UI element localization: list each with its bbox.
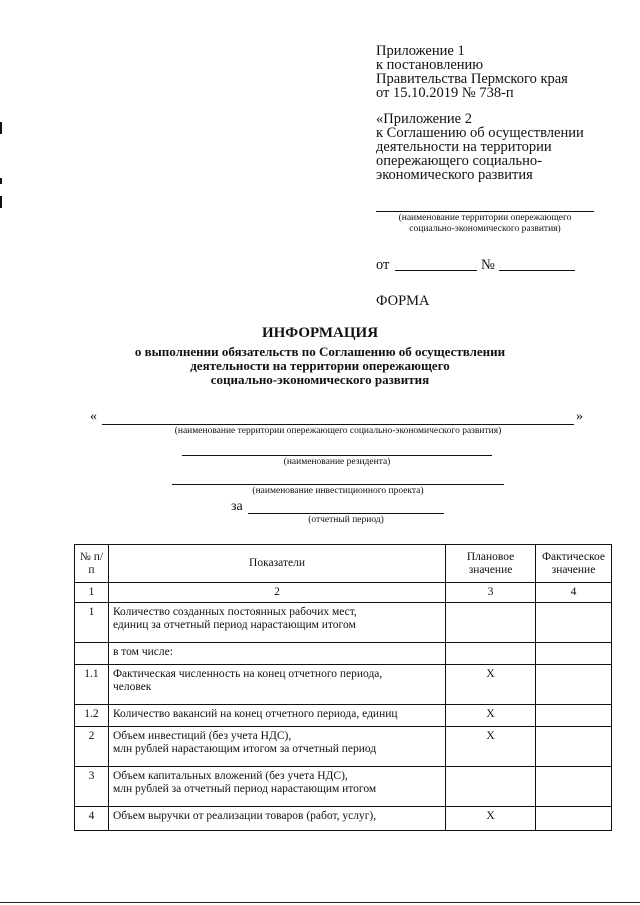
header-cell-fact: Фактическое значение — [535, 545, 611, 583]
number-label: № — [481, 257, 495, 273]
form-label: ФОРМА — [376, 293, 430, 309]
row-plan: Х — [446, 807, 536, 831]
row-fact — [535, 767, 611, 807]
row-fact — [535, 643, 611, 665]
table-row — [75, 665, 612, 705]
column-number: 2 — [108, 583, 445, 603]
resident-caption: (наименование резидента) — [283, 457, 391, 467]
row-number — [75, 643, 109, 665]
row-indicator: Объем капитальных вложений (без учета НДС), млн рублей за отчетный период нарастающим итогом — [108, 767, 445, 807]
header-line: Правительства Пермского края — [376, 71, 568, 87]
date-field-line — [395, 270, 477, 271]
table-row — [75, 807, 612, 831]
scan-edge-mark — [0, 178, 2, 184]
row-indicator: Количество созданных постоянных рабочих мест, единиц за отчетный период нарастающим итогом — [108, 603, 445, 643]
table-header-row — [75, 545, 612, 583]
date-label: от — [376, 257, 390, 273]
document-title: ИНФОРМАЦИЯ — [261, 325, 379, 341]
scan-bottom-line — [0, 902, 640, 903]
territory-caption: (наименование территории опережающего социально-экономического развития) — [398, 213, 572, 234]
scan-edge-mark — [0, 122, 2, 134]
row-fact — [535, 603, 611, 643]
table-row — [75, 705, 612, 727]
row-number: 3 — [75, 767, 109, 807]
table-row — [75, 603, 612, 643]
row-number: 1 — [75, 603, 109, 643]
territory-full-caption: (наименование территории опережающего социально-экономического развития) — [174, 426, 502, 436]
annex-line: опережающего социально- — [376, 153, 542, 169]
territory-full-line — [102, 424, 574, 425]
row-number: 2 — [75, 727, 109, 767]
row-number: 4 — [75, 807, 109, 831]
header-line: от 15.10.2019 № 738-п — [376, 85, 514, 101]
annex-line: экономического развития — [376, 167, 533, 183]
quote-open: « — [90, 409, 97, 424]
row-number: 1.2 — [75, 705, 109, 727]
row-indicator: Количество вакансий на конец отчетного периода, единиц — [108, 705, 445, 727]
number-field-line — [499, 270, 575, 271]
row-fact — [535, 807, 611, 831]
row-plan: Х — [446, 665, 536, 705]
indicators-table — [74, 544, 612, 831]
period-caption: (отчетный период) — [308, 515, 384, 525]
project-caption: (наименование инвестиционного проекта) — [252, 486, 424, 496]
annex-line: деятельности на территории — [376, 139, 552, 155]
row-number: 1.1 — [75, 665, 109, 705]
row-plan: Х — [446, 705, 536, 727]
header-cell-indicators: Показатели — [108, 545, 445, 583]
table-row — [75, 767, 612, 807]
table-row — [75, 727, 612, 767]
quote-close: » — [576, 409, 583, 424]
row-indicator: Объем выручки от реализации товаров (работ, услуг), — [108, 807, 445, 831]
row-fact — [535, 727, 611, 767]
row-fact — [535, 665, 611, 705]
territory-name-line — [376, 211, 594, 212]
column-number: 4 — [535, 583, 611, 603]
row-indicator: в том числе: — [108, 643, 445, 665]
annex-line: к Соглашению об осуществлении — [376, 125, 584, 141]
resident-line — [182, 455, 492, 456]
header-line: к постановлению — [376, 57, 484, 73]
row-indicator: Фактическая численность на конец отчетного периода, человек — [108, 665, 445, 705]
document-subtitle: о выполнении обязательств по Соглашению об осуществлении деятельности на территории опережающего социально-экономического развития — [134, 344, 506, 387]
annex-line: «Приложение 2 — [376, 111, 472, 127]
period-line — [248, 513, 444, 514]
annex-header — [376, 112, 584, 182]
scan-edge-mark — [0, 196, 2, 208]
period-label: за — [231, 499, 243, 514]
row-indicator: Объем инвестиций (без учета НДС), млн рублей нарастающим итогом за отчетный период — [108, 727, 445, 767]
appendix-header — [376, 44, 568, 100]
row-plan — [446, 767, 536, 807]
header-line: Приложение 1 — [376, 43, 465, 59]
row-plan — [446, 603, 536, 643]
table-row — [75, 643, 612, 665]
table-numbering-row — [75, 583, 612, 603]
column-number: 1 — [75, 583, 109, 603]
row-plan: Х — [446, 727, 536, 767]
header-cell-plan: Плановое значение — [446, 545, 536, 583]
header-cell-number: № п/п — [75, 545, 109, 583]
row-plan — [446, 643, 536, 665]
row-fact — [535, 705, 611, 727]
column-number: 3 — [446, 583, 536, 603]
project-line — [172, 484, 504, 485]
